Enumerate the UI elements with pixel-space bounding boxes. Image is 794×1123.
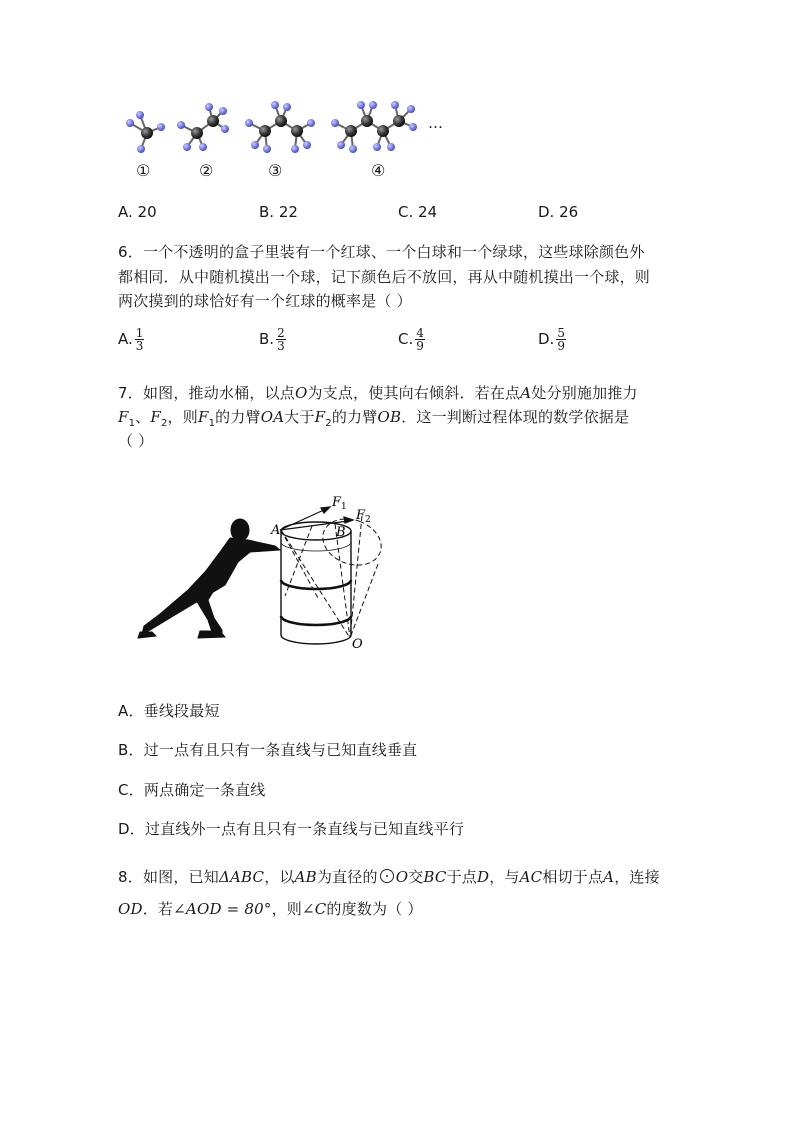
q6-stem-line3: 两次摸到的球恰好有一个红球的概率是（ ） (118, 292, 412, 310)
q5-option-b[interactable]: B. 22 (259, 203, 298, 221)
ellipsis: … (428, 114, 443, 132)
q6-option-a[interactable]: A. $\frac{1}{3}$ (118, 326, 144, 353)
barrel (281, 522, 351, 644)
propane-molecule (245, 101, 315, 153)
barrel-push-figure (130, 490, 400, 655)
figure-label-3: ③ (268, 161, 283, 180)
label-F1-subscript: 1 (341, 502, 347, 512)
label-A: A (271, 523, 281, 538)
fraction: $\frac{2}{3}$ (277, 326, 285, 353)
tilt-construction-lines (281, 511, 388, 638)
label-B: B (336, 525, 346, 540)
q7-option-c[interactable]: C．两点确定一条直线 (118, 781, 266, 799)
butane-molecule (331, 101, 417, 153)
figure-label-2: ② (199, 161, 214, 180)
fraction: $\frac{4}{9}$ (416, 326, 424, 353)
molecule-figure (115, 95, 455, 185)
fraction: $\frac{5}{9}$ (557, 326, 565, 353)
q7-option-b[interactable]: B．过一点有且只有一条直线与已知直线垂直 (118, 741, 418, 759)
fraction: $\frac{1}{3}$ (135, 326, 144, 353)
q5-option-a[interactable]: A. 20 (118, 203, 157, 221)
q7-stem-line3: （ ） (118, 432, 154, 450)
label-O: O (352, 637, 363, 652)
q8-stem-line2: OD．若∠AOD = 80°，则∠C的度数为（ ） (118, 900, 423, 918)
ethane-molecule (177, 103, 229, 151)
figure-label-1: ① (136, 161, 151, 180)
q6-stem-line2: 都相同．从中随机摸出一个球，记下颜色后不放回，再从中随机摸出一个球，则 (118, 268, 651, 286)
q7-stem-line2: $F_1$、$F_2$，则$F_1$的力臂OA大于$F_2$的力臂OB．这一判断过程体现的数学依据是 (118, 408, 630, 429)
q6-option-d[interactable]: D. $\frac{5}{9}$ (538, 326, 565, 353)
label-F2-subscript: 2 (365, 515, 371, 525)
q5-option-d[interactable]: D. 26 (538, 203, 579, 221)
q7-option-a[interactable]: A．垂线段最短 (118, 702, 220, 720)
figure-label-4: ④ (371, 161, 386, 180)
q7-stem-line1: 7．如图，推动水桶，以点O为支点，使其向右倾斜．若在点A处分别施加推力 (118, 384, 638, 402)
q5-option-c[interactable]: C. 24 (398, 203, 438, 221)
q6-option-c[interactable]: C. $\frac{4}{9}$ (398, 326, 424, 353)
label-F2: F (356, 508, 366, 523)
label-F1: F (332, 495, 342, 510)
circle-symbol-icon (380, 869, 394, 883)
q6-stem-line1: 6．一个不透明的盒子里装有一个红球、一个白球和一个绿球，这些球除颜色外 (118, 243, 645, 261)
q7-option-d[interactable]: D．过直线外一点有且只有一条直线与已知直线平行 (118, 820, 465, 838)
person-silhouette (138, 519, 280, 638)
methane-molecule (126, 111, 165, 153)
q8-stem-line1: 8．如图，已知ΔABC，以AB为直径的 O交BC于点D，与AC相切于点A，连接 (118, 868, 660, 886)
q6-option-b[interactable]: B. $\frac{2}{3}$ (259, 326, 285, 353)
